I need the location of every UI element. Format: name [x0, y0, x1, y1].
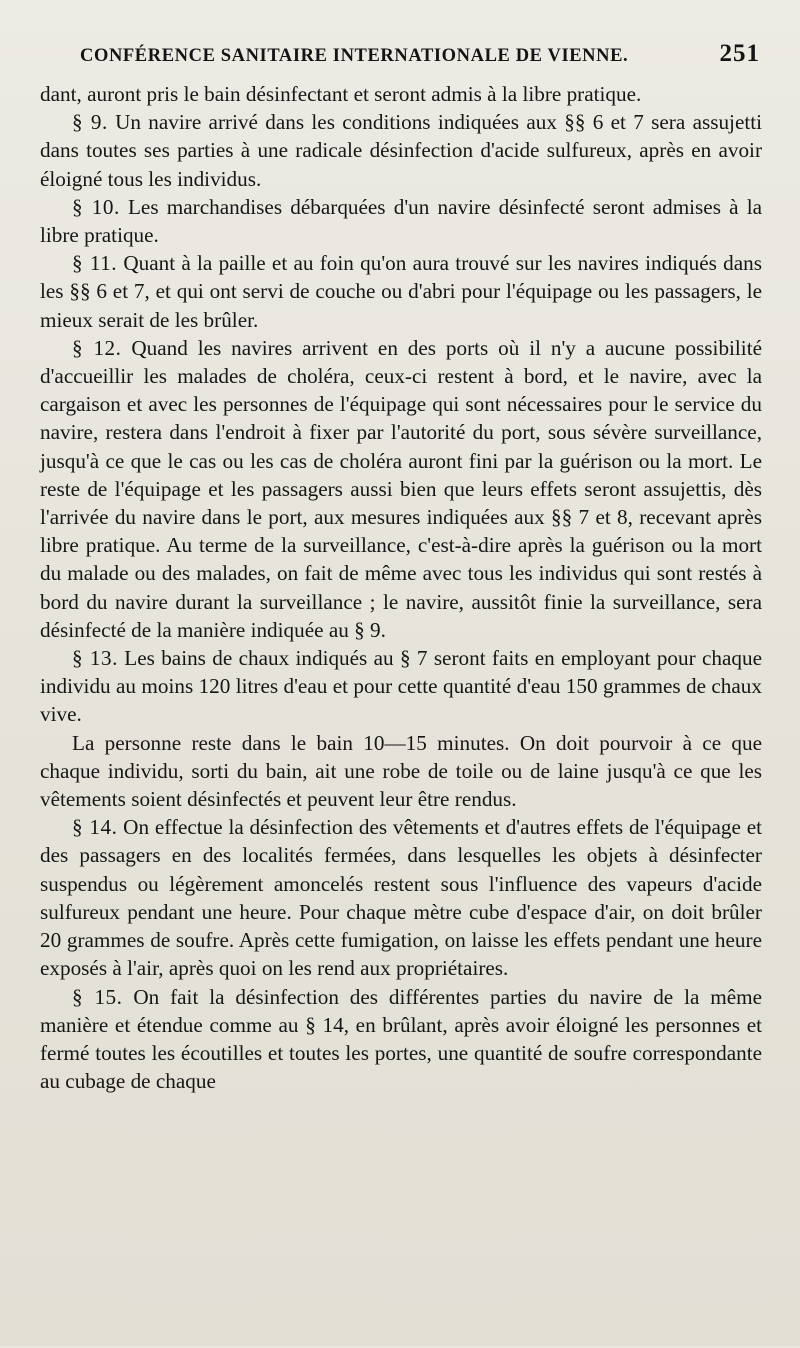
section-number: § 12. — [72, 335, 122, 360]
section-number: § 13. — [72, 646, 118, 671]
article-11 — [40, 249, 762, 334]
page-number: 251 — [719, 40, 760, 67]
article-12 — [40, 334, 762, 644]
section-number: § 10. — [72, 194, 120, 219]
paragraph-text: Quand les navires arrivent en des ports où il n'y a aucune possibilité d'accueillir les malades de choléra, ceux-ci restent à bord, et le navire, avec la cargaison et avec les personnes de l'équipage qui sont nécessaires pour le service du navire, restera dans l'endroit à fixer par l'autorité du port, sous sévère surveillance, jusqu'à ce que le cas ou les cas de choléra auront fini par la guérison ou la mort. Le reste de l'équipage et les passagers aussi bien que leurs effets seront assujettis, dès l'arrivée du navire dans le port, aux mesures indiquées aux §§ 7 et 8, recevant après libre pratique. Au terme de la surveillance, c'est-à-dire après la guérison ou la mort du malade ou des malades, on fait de même avec tous les individus qui sont restés à bord du navire durant la surveillance ; le navire, aussitôt finie la surveillance, sera désinfecté de la manière indiquée au § 9. — [40, 335, 762, 642]
paragraph-text: On fait la désinfection des différentes parties du navire de la même manière et étendue comme au § 14, en brûlant, après avoir éloigné les personnes et fermé toutes les écoutilles et toutes les portes, une quantité de soufre correspondante au cubage de chaque — [40, 984, 762, 1094]
paragraph-continuation — [40, 80, 762, 108]
paragraph-text: On effectue la désinfection des vêtements et d'autres effets de l'équipage et des passagers en des localités fermées, dans lesquelles les objets à désinfecter suspendus ou légèrement amoncelés restent sous l'influence des vapeurs d'acide sulfureux pendant une heure. Pour chaque mètre cube d'espace d'air, on doit brûler 20 grammes de soufre. Après cette fumigation, on laisse les effets pendant une heure exposés à l'air, après quoi on les rend aux propriétaires. — [40, 815, 763, 981]
paragraph-text: Quant à la paille et au foin qu'on aura trouvé sur les navires indiqués dans les §§ 6 et 7, et qui ont servi de couche ou d'abri pour l'équipage ou les passagers, le mieux serait de les brûler. — [40, 251, 762, 332]
article-13 — [40, 644, 762, 729]
paragraph-text: dant, auront pris le bain désinfectant et seront admis à la libre pratique. — [40, 82, 642, 106]
paragraph-text: La personne reste dans le bain 10—15 minutes. On doit pourvoir à ce que chaque individu, sorti du bain, ait une robe de toile ou de laine jusqu'à ce que les vêtements soient désinfectés et peuvent leur être rendus. — [40, 730, 762, 812]
article-13-continued — [40, 729, 762, 814]
section-number: § 11. — [72, 251, 118, 276]
article-9 — [40, 108, 762, 193]
section-number: § 14. — [72, 815, 118, 840]
paragraph-text: Les bains de chaux indiqués au § 7 seront faits en employant pour chaque individu au moins 120 litres d'eau et pour cette quantité d'eau 150 grammes de chaux vive. — [40, 646, 763, 727]
paragraph-text: Les marchandises débarquées d'un navire désinfecté seront admises à la libre pratique. — [40, 194, 763, 248]
article-14 — [40, 813, 762, 982]
body-text — [40, 80, 762, 1095]
article-15 — [40, 983, 762, 1096]
page-header — [80, 40, 760, 76]
article-10 — [40, 193, 762, 249]
section-number: § 9. — [72, 110, 108, 135]
running-head: CONFÉRENCE SANITAIRE INTERNATIONALE DE VIENNE. — [80, 46, 629, 66]
paragraph-text: Un navire arrivé dans les conditions indiquées aux §§ 6 et 7 sera assujetti dans toutes ses parties à une radicale désinfection d'acide sulfureux, après en avoir éloigné tous les individus. — [40, 110, 763, 191]
section-number: § 15. — [72, 984, 123, 1009]
